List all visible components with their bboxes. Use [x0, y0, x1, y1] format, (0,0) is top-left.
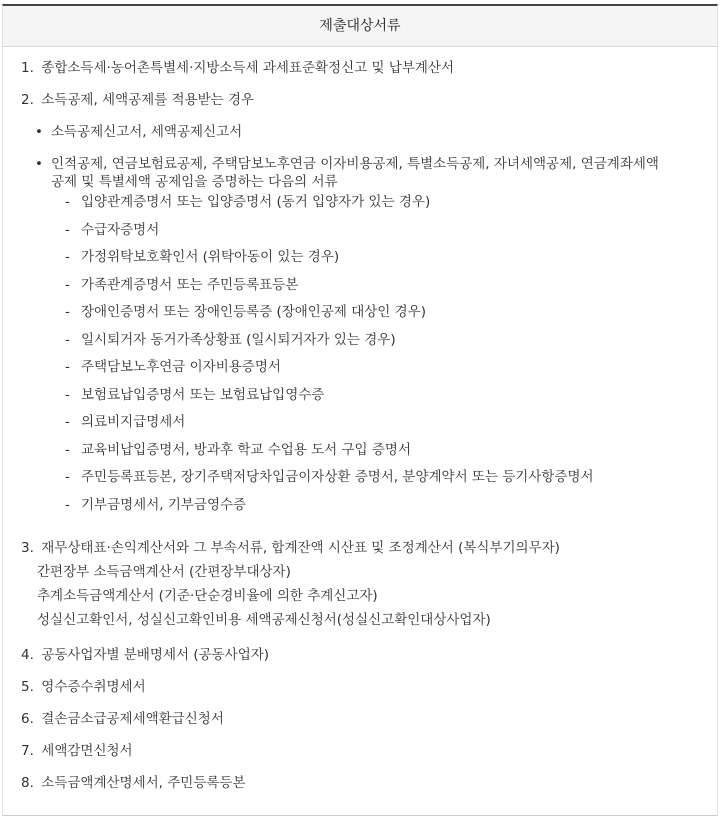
item-number: 8. — [21, 774, 34, 791]
item-text: 소득공제, 세액공제를 적용받는 경우 — [41, 92, 255, 108]
proof-document-item: - 일시퇴거자 동거가족상황표 (일시퇴거자가 있는 경우) — [65, 331, 396, 348]
list-item-4 — [21, 646, 717, 664]
item-text: 세액감면신청서 — [41, 742, 133, 759]
item-continuation: 추계소득금액계산서 (기준·단순경비율에 의한 추계신고자) — [37, 587, 378, 604]
proof-document-item: - 입양관계증명서 또는 입양증명서 (동거 입양자가 있는 경우) — [65, 194, 431, 210]
document-panel — [2, 4, 718, 816]
item-number: 2. — [21, 92, 34, 108]
proof-document-item: - 주택담보노후연금 이자비용증명서 — [65, 359, 281, 375]
item-text: 영수증수취명세서 — [41, 678, 146, 695]
item-continuation: 간편장부 소득금액계산서 (간편장부대상자) — [37, 563, 291, 580]
bullet-icon: • — [35, 156, 43, 172]
dash-icon: - — [65, 386, 70, 403]
item-text: 결손금소급공제세액환급신청서 — [41, 710, 224, 727]
proof-document-item: - 주민등록표등본, 장기주택저당차입금이자상환 증명서, 분양계약서 또는 등기사항증명서 — [65, 469, 594, 485]
bullet-text: 소득공제신고서, 세액공제신고서 — [51, 124, 243, 140]
item-text: 소득금액계산명세서, 주민등록등본 — [41, 774, 246, 791]
bullet-item-2 — [21, 155, 717, 514]
bullet-icon: • — [35, 124, 43, 140]
list-item-6 — [21, 710, 717, 728]
dash-icon: - — [65, 304, 70, 320]
dash-icon: - — [65, 496, 70, 513]
page-title: 제출대상서류 — [3, 6, 717, 47]
item-number: 4. — [21, 646, 34, 663]
item-number: 1. — [21, 60, 34, 76]
item-text: 공동사업자별 분배명세서 (공동사업자) — [41, 646, 270, 663]
proof-document-item: - 교육비납입증명서, 방과후 학교 수업용 도서 구입 증명서 — [65, 441, 411, 458]
dash-icon: - — [65, 359, 70, 375]
proof-document-item: - 보험료납입증명서 또는 보험료납입영수증 — [65, 386, 325, 403]
item-continuation: 성실신고확인서, 성실신고확인비용 세액공제신청서(성실신고확인대상사업자) — [37, 611, 491, 628]
proof-document-item: - 가정위탁보호확인서 (위탁아동이 있는 경우) — [65, 249, 340, 265]
bullet-text-line1: 인적공제, 연금보험료공제, 주택담보노후연금 이자비용공제, 특별소득공제, 자녀세액공제, 연금계좌세액 — [51, 156, 659, 172]
bullet-item-1 — [21, 123, 717, 141]
list-item-2 — [21, 91, 717, 109]
list-item-1 — [21, 59, 717, 77]
proof-document-item: - 가족관계증명서 또는 주민등록표등본 — [65, 276, 299, 293]
dash-icon: - — [65, 331, 70, 348]
dash-icon: - — [65, 276, 70, 293]
item-text: 재무상태표·손익계산서와 그 부속서류, 합계잔액 시산표 및 조정계산서 (복식부기의무자) — [41, 539, 560, 556]
dash-icon: - — [65, 221, 70, 238]
item-number: 5. — [21, 678, 34, 695]
dash-icon: - — [65, 249, 70, 265]
item-number: 7. — [21, 742, 34, 759]
proof-document-item: - 장애인증명서 또는 장애인등록증 (장애인공제 대상인 경우) — [65, 304, 426, 320]
list-item-7 — [21, 742, 717, 760]
document-list — [3, 47, 717, 792]
dash-icon: - — [65, 441, 70, 458]
item-number: 3. — [21, 539, 34, 556]
list-item-5 — [21, 678, 717, 696]
proof-document-item: - 기부금명세서, 기부금영수증 — [65, 496, 247, 513]
proof-document-item: - 의료비지급명세서 — [65, 414, 186, 430]
dash-icon: - — [65, 194, 70, 210]
proof-document-item: - 수급자증명서 — [65, 221, 160, 238]
list-item-8 — [21, 774, 717, 792]
list-item-3 — [21, 536, 717, 632]
item-number: 6. — [21, 710, 34, 727]
dash-icon: - — [65, 469, 70, 485]
item-text: 종합소득세·농어촌특별세·지방소득세 과세표준확정신고 및 납부계산서 — [41, 60, 454, 76]
bullet-text-line2: 공제 및 특별세액 공제임을 증명하는 다음의 서류 — [51, 174, 338, 190]
proof-document-list — [51, 193, 717, 514]
dash-icon: - — [65, 414, 70, 430]
